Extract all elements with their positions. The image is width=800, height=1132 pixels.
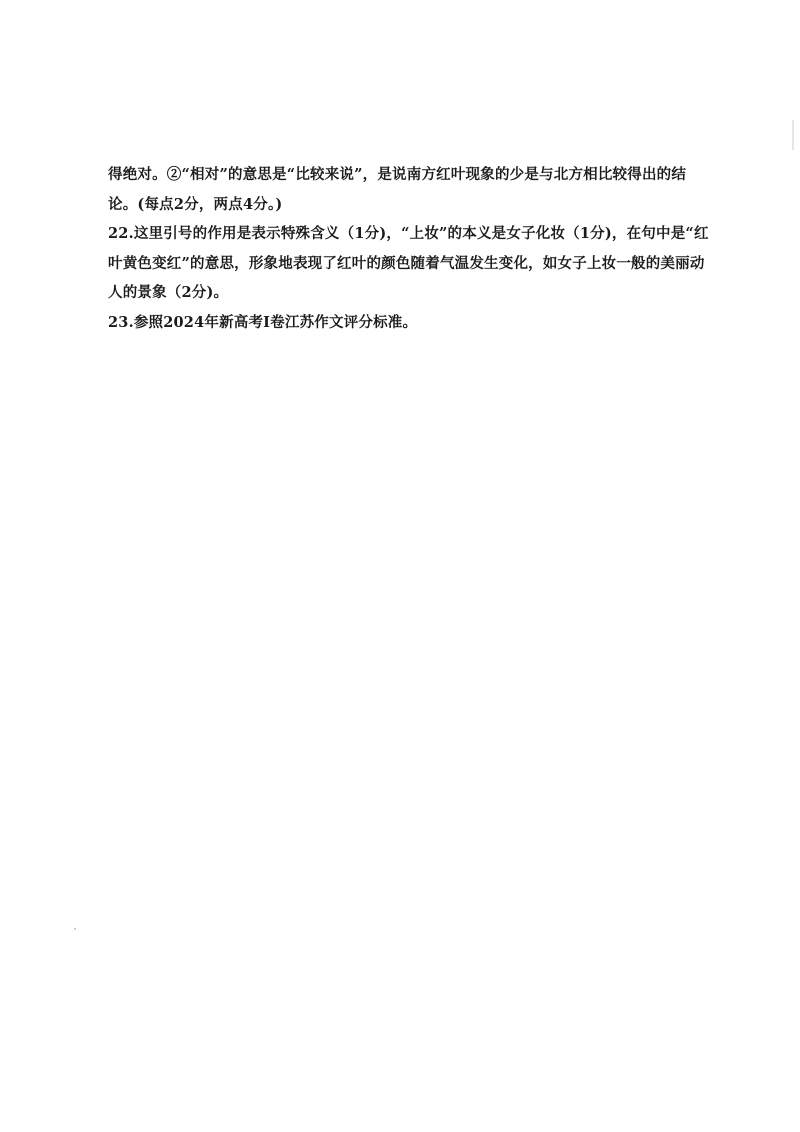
answer-22-line-1: 22.这里引号的作用是表示特殊含义（1分)，“上妆”的本义是女子化妆（1分)，在句中是“红: [108, 225, 709, 242]
scan-speck: [74, 928, 76, 930]
answer-23-line: 23.参照2024年新高考Ⅰ卷江苏作文评分标准。: [108, 313, 418, 331]
answer-22-line-3: 人的景象（2分)。: [108, 284, 229, 301]
answer-21-continuation-line: 得绝对。②“相对”的意思是“比较来说”，是说南方红叶现象的少是与北方相比较得出的结: [108, 166, 687, 183]
answer-21-scoring-note: 论。(每点2分，两点4分。): [108, 195, 283, 213]
answer-22-line-2: 叶黄色变红”的意思，形象地表现了红叶的颜色随着气温发生变化，如女子上妆一般的美丽动: [108, 254, 705, 272]
scan-edge-mark: [792, 120, 794, 150]
answer-key-text: [108, 160, 748, 337]
